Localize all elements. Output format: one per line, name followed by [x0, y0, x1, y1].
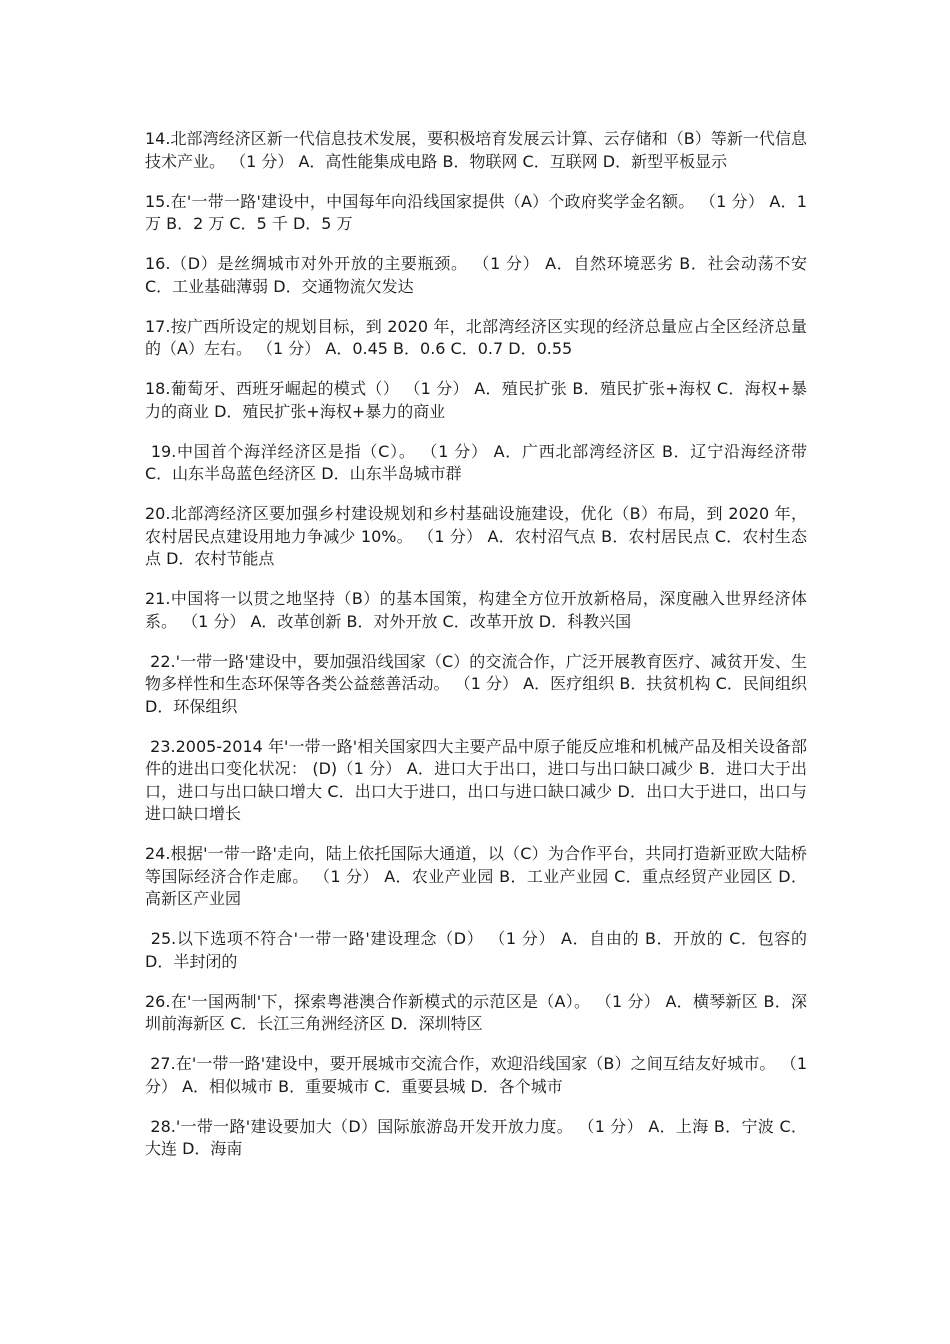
question-21: 21.中国将一以贯之地坚持（B）的基本国策，构建全方位开放新格局，深度融入世界经济体系。 （1 分） A．改革创新 B．对外开放 C．改革开放 D．科教兴国 [145, 589, 807, 631]
question-28: 28.'一带一路'建设要加大（D）国际旅游岛开发开放力度。 （1 分） A．上海 B．宁波 C．大连 D．海南 [145, 1116, 807, 1158]
question-16: 16.（D）是丝绸城市对外开放的主要瓶颈。 （1 分） A．自然环境恶劣 B．社会动荡不安 C．工业基础薄弱 D．交通物流欠发达 [145, 254, 813, 296]
question-23: 23.2005-2014 年'一带一路'相关国家四大主要产品中原子能反应堆和机械产品及相关设备部件的进出口变化状况： (D)（1 分） A．进口大于出口，进口与出口缺口减少 B．进口大于出口，进口与出口缺口增大 C．出口大于进口，出口与进口缺口减少 D．出口大于进口，出口与进口缺口增长 [145, 736, 807, 823]
question-17: 17.按广西所设定的规划目标，到 2020 年，北部湾经济区实现的经济总量应占全区经济总量的（A）左右。 （1 分） A．0.45 B．0.6 C．0.7 D．0.55 [145, 316, 807, 358]
question-14: 14.北部湾经济区新一代信息技术发展，要积极培育发展云计算、云存储和（B）等新一代信息技术产业。 （1 分） A．高性能集成电路 B．物联网 C．互联网 D．新型平板显示 [145, 129, 807, 171]
question-18: 18.葡萄牙、西班牙崛起的模式（） （1 分） A．殖民扩张 B．殖民扩张+海权 C．海权+暴力的商业 D．殖民扩张+海权+暴力的商业 [145, 379, 807, 421]
question-19: 19.中国首个海洋经济区是指（C）。 （1 分） A．广西北部湾经济区 B．辽宁沿海经济带 C．山东半岛蓝色经济区 D．山东半岛城市群 [145, 441, 813, 483]
document-page [145, 128, 813, 1178]
question-27: 27.在'一带一路'建设中，要开展城市交流合作，欢迎沿线国家（B）之间互结友好城市。 （1 分） A．相似城市 B．重要城市 C．重要县城 D．各个城市 [145, 1054, 813, 1096]
question-24: 24.根据'一带一路'走向，陆上依托国际大通道，以（C）为合作平台，共同打造新亚欧大陆桥等国际经济合作走廊。 （1 分） A．农业产业园 B．工业产业园 C．重点经贸产业园区 D．高新区产业园 [145, 844, 807, 908]
question-25: 25.以下选项不符合'一带一路'建设理念（D） （1 分） A．自由的 B．开放的 C．包容的 D．半封闭的 [145, 929, 813, 971]
question-15: 15.在'一带一路'建设中，中国每年向沿线国家提供（A）个政府奖学金名额。 （1 分） A．1 万 B．2 万 C．5 千 D．5 万 [145, 191, 813, 233]
question-22: 22.'一带一路'建设中，要加强沿线国家（C）的交流合作，广泛开展教育医疗、减贫开发、生物多样性和生态环保等各类公益慈善活动。 （1 分） A．医疗组织 B．扶贫机构 C．民间组织 D．环保组织 [145, 651, 813, 716]
question-26: 26.在'一国两制'下，探索粤港澳合作新模式的示范区是（A）。 （1 分） A．横琴新区 B．深圳前海新区 C．长江三角洲经济区 D．深圳特区 [145, 991, 807, 1033]
question-20: 20.北部湾经济区要加强乡村建设规划和乡村基础设施建设，优化（B）布局，到 2020 年，农村居民点建设用地力争减少 10%。 （1 分） A．农村沼气点 B．农村居民点 C．农村生态点 D．农村节能点 [145, 504, 807, 568]
